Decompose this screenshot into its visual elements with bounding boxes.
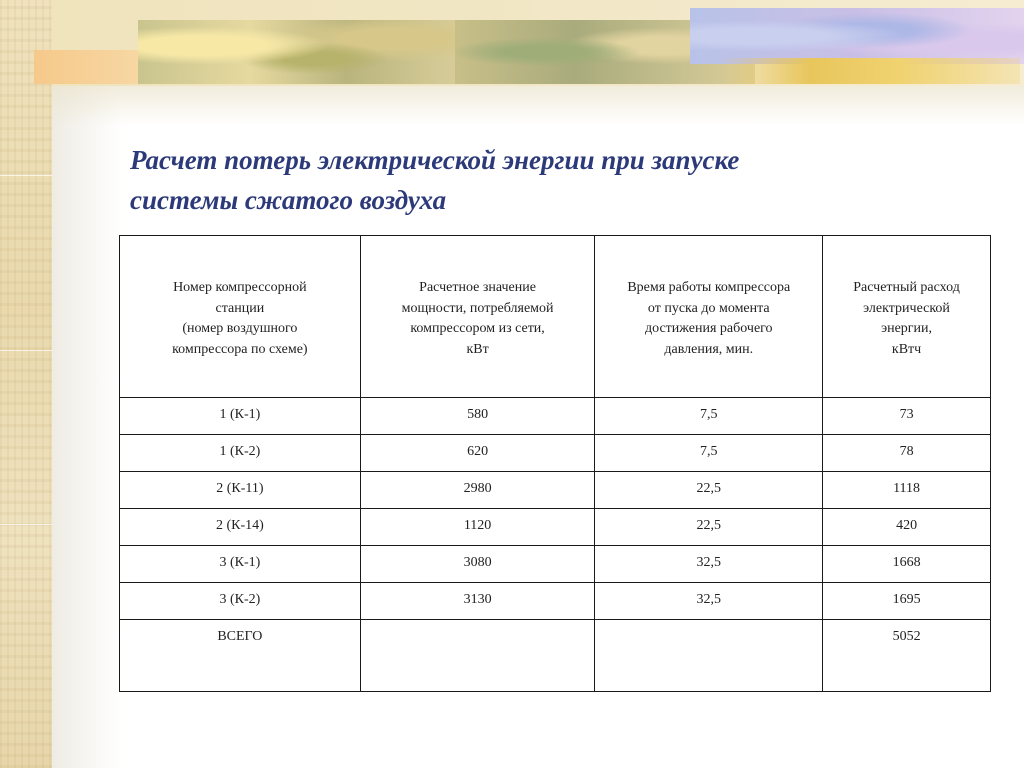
header-text-line: станции — [215, 300, 265, 316]
cell-time: 7,5 — [595, 435, 823, 472]
cell-energy: 420 — [823, 509, 991, 546]
banner-leaves-image — [138, 20, 458, 84]
header-run-time — [595, 236, 823, 398]
cell-power: 1120 — [360, 509, 595, 546]
cell-energy: 1695 — [823, 583, 991, 620]
header-station-number — [120, 236, 361, 398]
header-text-line: достижения рабочего — [645, 321, 773, 336]
cell-power: 3130 — [360, 583, 595, 620]
header-energy-consumption — [823, 236, 991, 398]
table-header-row — [120, 236, 991, 398]
table-row — [120, 472, 991, 509]
cell-power: 2980 — [360, 472, 595, 509]
table-row — [120, 398, 991, 435]
table-total-row — [120, 620, 991, 692]
header-text-line: кВтч — [891, 341, 922, 357]
cell-time: 22,5 — [595, 472, 823, 509]
header-text-line: электрической — [863, 300, 950, 316]
header-text-line: Расчетный расход — [853, 280, 960, 295]
cell-energy: 78 — [823, 435, 991, 472]
cell-time — [595, 620, 823, 692]
header-text-line: компрессором из сети, — [410, 321, 545, 336]
top-shadow — [52, 86, 1024, 126]
cell-station: 3 (К-1) — [120, 546, 361, 583]
header-text-line: Время работы компрессора — [627, 280, 791, 295]
energy-loss-table — [119, 235, 991, 692]
table-row — [120, 435, 991, 472]
cell-energy: 1668 — [823, 546, 991, 583]
left-decorative-strip — [0, 0, 52, 768]
cell-power: 580 — [360, 398, 595, 435]
cell-station: 2 (К-11) — [120, 472, 361, 509]
slide-title-line-1: Расчет потерь электрической энергии при запуске — [130, 145, 740, 175]
slide-title-line-2: системы сжатого воздуха — [130, 185, 447, 215]
cell-station: 3 (К-2) — [120, 583, 361, 620]
cell-power: 620 — [360, 435, 595, 472]
header-text-line: давления, мин. — [664, 341, 754, 357]
cell-time: 22,5 — [595, 509, 823, 546]
slide-title — [130, 140, 970, 220]
banner-orange-block — [34, 50, 139, 84]
cell-time: 32,5 — [595, 546, 823, 583]
cell-total-energy: 5052 — [823, 620, 991, 692]
banner-flowers-image — [690, 8, 1024, 64]
header-text-line: компрессора по схеме) — [172, 341, 308, 357]
cell-station: 1 (К-1) — [120, 398, 361, 435]
header-text-line: мощности, потребляемой — [401, 300, 554, 316]
cell-station: 2 (К-14) — [120, 509, 361, 546]
cell-energy: 1118 — [823, 472, 991, 509]
banner-grass-image — [720, 58, 1020, 84]
table-row — [120, 546, 991, 583]
header-text-line: Номер компрессорной — [173, 280, 307, 295]
cell-power: 3080 — [360, 546, 595, 583]
cell-power — [360, 620, 595, 692]
cell-total-label: ВСЕГО — [120, 620, 361, 692]
table-row — [120, 509, 991, 546]
cell-energy: 73 — [823, 398, 991, 435]
header-text-line: от пуска до момента — [647, 300, 770, 316]
cell-time: 7,5 — [595, 398, 823, 435]
header-power — [360, 236, 595, 398]
header-text-line: энергии, — [881, 321, 933, 336]
header-text-line: (номер воздушного — [182, 321, 298, 336]
cell-station: 1 (К-2) — [120, 435, 361, 472]
table-row — [120, 583, 991, 620]
cell-time: 32,5 — [595, 583, 823, 620]
header-text-line: кВт — [466, 341, 489, 357]
header-text-line: Расчетное значение — [419, 280, 536, 295]
